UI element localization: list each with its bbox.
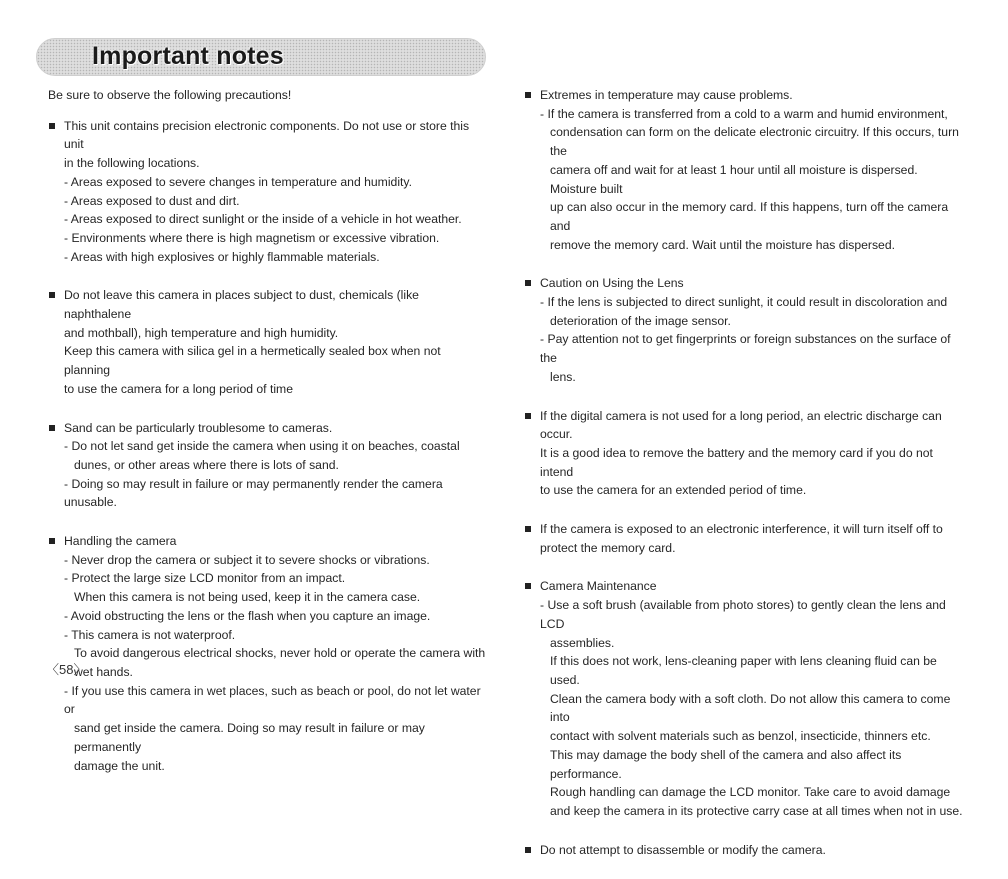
sub-item xyxy=(48,682,488,776)
bullet-square-icon xyxy=(49,425,55,431)
section-heading-text: Sand can be particularly troublesome to cameras. xyxy=(64,420,333,435)
bullet-square-icon xyxy=(525,280,531,286)
sub-item xyxy=(524,330,964,386)
sub-item xyxy=(48,607,488,626)
sub-item-continuation: lens. xyxy=(550,369,576,384)
note-section xyxy=(524,520,964,557)
sub-item xyxy=(524,293,964,330)
note-section xyxy=(48,419,488,513)
section-heading xyxy=(48,286,488,323)
section-heading xyxy=(48,117,488,154)
sub-item-text: - Do not let sand get inside the camera when using it on beaches, coastal xyxy=(64,439,460,454)
sub-item-text: - Avoid obstructing the lens or the flash when you capture an image. xyxy=(64,608,431,623)
sub-item xyxy=(48,229,488,248)
section-text-line: It is a good idea to remove the battery and the memory card if you do not intend xyxy=(540,445,933,479)
left-column xyxy=(48,86,488,795)
section-heading xyxy=(48,419,488,438)
note-section xyxy=(524,841,964,860)
bullet-square-icon xyxy=(525,413,531,419)
sub-item-continuation: up can also occur in the memory card. If this happens, turn off the camera and xyxy=(550,200,949,233)
section-text-line: in the following locations. xyxy=(64,156,200,171)
sub-item-text: - Areas exposed to severe changes in temperature and humidity. xyxy=(64,174,412,189)
bullet-square-icon xyxy=(525,526,531,532)
section-heading xyxy=(524,577,964,596)
section-heading xyxy=(524,520,964,539)
section-heading xyxy=(524,841,964,860)
section-text-line: and mothball), high temperature and high humidity. xyxy=(64,325,339,340)
sub-item-continuation: wet hands. xyxy=(74,664,133,679)
note-section xyxy=(524,577,964,820)
sub-item-text: - This camera is not waterproof. xyxy=(64,627,236,642)
note-section xyxy=(48,286,488,398)
sub-item-text: - Areas with high explosives or highly flammable materials. xyxy=(64,249,380,264)
sub-item-continuation: remove the memory card. Wait until the moisture has dispersed. xyxy=(550,237,895,252)
note-section xyxy=(524,407,964,501)
sub-item-text: - If the camera is transferred from a cold to a warm and humid environment, xyxy=(540,106,948,121)
sub-item-continuation: contact with solvent materials such as benzol, insecticide, thinners etc. xyxy=(550,729,931,744)
sub-item-text: - Never drop the camera or subject it to severe shocks or vibrations. xyxy=(64,552,430,567)
bullet-square-icon xyxy=(525,583,531,589)
page-title: Important notes xyxy=(92,42,284,70)
sub-item-text: - Areas exposed to direct sunlight or the inside of a vehicle in hot weather. xyxy=(64,212,462,227)
sub-item xyxy=(48,248,488,267)
sub-item-continuation: Rough handling can damage the LCD monitor. Take care to avoid damage xyxy=(550,785,951,800)
sub-item xyxy=(48,626,488,682)
sub-item xyxy=(48,551,488,570)
sub-item xyxy=(48,569,488,606)
sub-item-text: - If you use this camera in wet places, such as beach or pool, do not let water or xyxy=(64,683,481,717)
sub-item-continuation: When this camera is not being used, keep it in the camera case. xyxy=(74,590,421,605)
sub-item-text: - Protect the large size LCD monitor from an impact. xyxy=(64,571,346,586)
sub-item-continuation: dunes, or other areas where there is lots of sand. xyxy=(74,457,339,472)
bullet-square-icon xyxy=(49,292,55,298)
note-section xyxy=(48,117,488,267)
section-text-line: protect the memory card. xyxy=(540,540,676,555)
sub-item-text: - Use a soft brush (available from photo stores) to gently clean the lens and LCD xyxy=(540,598,946,631)
sub-item-continuation: To avoid dangerous electrical shocks, never hold or operate the camera with xyxy=(74,646,486,661)
sub-item-continuation: and keep the camera in its protective carry case at all times when not in use. xyxy=(550,803,963,818)
section-text-line: to use the camera for a long period of time xyxy=(64,381,293,396)
section-heading xyxy=(524,274,964,293)
sub-item-text: - Environments where there is high magnetism or excessive vibration. xyxy=(64,230,440,245)
sub-item xyxy=(524,105,964,255)
sub-item-continuation: assemblies. xyxy=(550,635,615,650)
sub-item-text: - If the lens is subjected to direct sunlight, it could result in discoloration and xyxy=(540,295,948,310)
left-sections xyxy=(48,117,488,776)
note-section xyxy=(524,274,964,386)
sub-item-text: - Pay attention not to get fingerprints or foreign substances on the surface of the xyxy=(540,332,951,366)
sub-item-text: - Areas exposed to dust and dirt. xyxy=(64,193,240,208)
note-section xyxy=(48,532,488,775)
bullet-square-icon xyxy=(49,538,55,544)
right-sections xyxy=(524,86,964,859)
section-heading-text: Do not attempt to disassemble or modify the camera. xyxy=(540,842,826,857)
intro-text: Be sure to observe the following precautions! xyxy=(48,88,292,102)
sub-item-continuation: Clean the camera body with a soft cloth. Do not allow this camera to come into xyxy=(550,691,951,725)
section-text-line: Keep this camera with silica gel in a hermetically sealed box when not planning xyxy=(64,344,441,378)
sub-item-continuation: This may damage the body shell of the camera and also affect its performance. xyxy=(550,747,902,781)
section-heading xyxy=(524,86,964,105)
section-heading-text: Do not leave this camera in places subject to dust, chemicals (like naphthalene xyxy=(64,288,419,322)
sub-item-continuation: deterioration of the image sensor. xyxy=(550,313,731,328)
sub-item-continuation: If this does not work, lens-cleaning paper with lens cleaning fluid can be used. xyxy=(550,654,937,687)
sub-item-continuation: damage the unit. xyxy=(74,758,165,773)
section-heading-text: Handling the camera xyxy=(64,534,177,549)
section-heading-text: Camera Maintenance xyxy=(540,579,657,594)
sub-item-continuation: condensation can form on the delicate electronic circuitry. If this occurs, turn the xyxy=(550,125,959,159)
right-column xyxy=(524,86,964,879)
sub-item-continuation: camera off and wait for at least 1 hour until all moisture is dispersed. Moisture built xyxy=(550,162,918,196)
sub-item-text: - Doing so may result in failure or may permanently render the camera unusable. xyxy=(64,476,443,510)
bullet-square-icon xyxy=(525,847,531,853)
bullet-square-icon xyxy=(525,92,531,98)
section-heading-text: If the digital camera is not used for a long period, an electric discharge can occur. xyxy=(540,408,942,442)
sub-item xyxy=(48,437,488,474)
sub-item-continuation: sand get inside the camera. Doing so may result in failure or may permanently xyxy=(74,721,425,754)
section-heading-text: If the camera is exposed to an electronic interference, it will turn itself off to xyxy=(540,522,943,537)
section-text-line: to use the camera for an extended period of time. xyxy=(540,483,807,498)
section-heading-text: This unit contains precision electronic components. Do not use or store this unit xyxy=(64,118,470,152)
sub-item xyxy=(48,210,488,229)
section-heading-text: Caution on Using the Lens xyxy=(540,276,684,291)
sub-item xyxy=(48,192,488,211)
section-heading xyxy=(48,532,488,551)
section-heading-text: Extremes in temperature may cause problems. xyxy=(540,88,793,102)
sub-item xyxy=(48,173,488,192)
sub-item xyxy=(524,596,964,820)
page-number: 〈58〉 xyxy=(46,662,87,677)
bullet-square-icon xyxy=(49,123,55,129)
sub-item xyxy=(48,475,488,512)
section-heading xyxy=(524,407,964,444)
note-section xyxy=(524,86,964,254)
